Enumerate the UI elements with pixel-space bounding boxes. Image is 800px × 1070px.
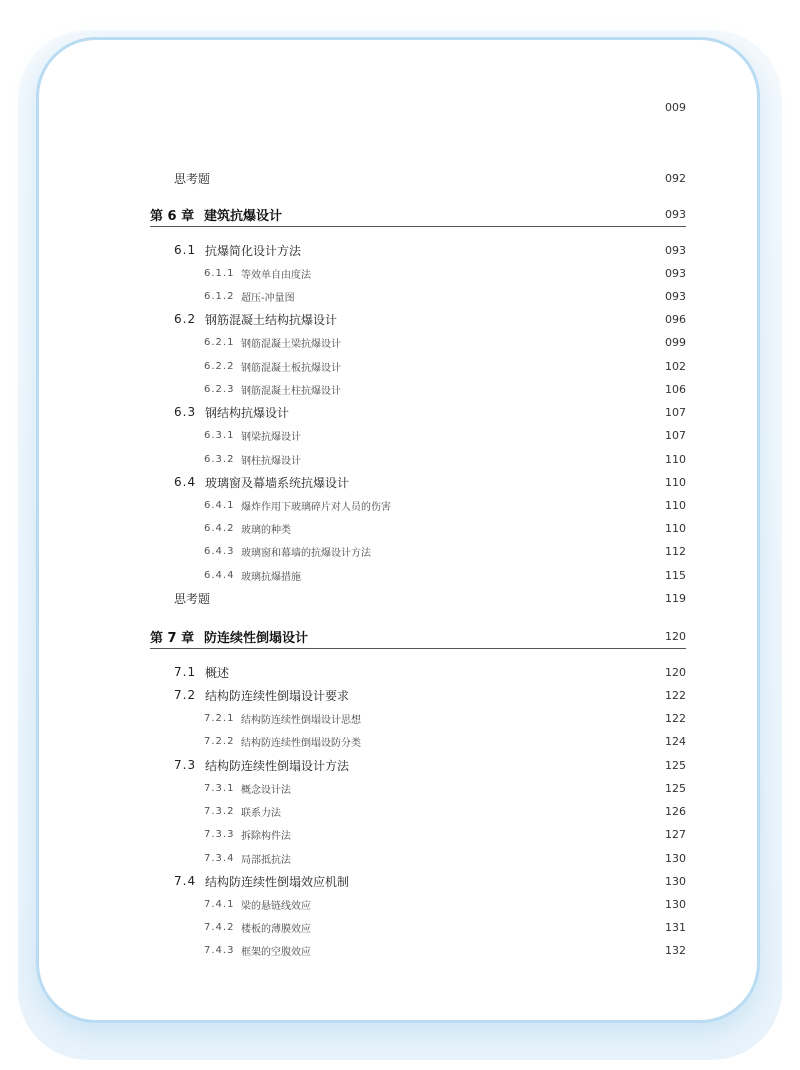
toc-entry-page: 110 — [665, 498, 686, 512]
toc-entry-number: 7.3.2 — [204, 805, 235, 817]
toc-entry-page: 093 — [665, 207, 686, 221]
toc-section-row[interactable] — [150, 472, 686, 492]
toc-entry-number: 7.4 — [174, 874, 197, 888]
toc-entry-title: 钢柱抗爆设计 — [241, 455, 301, 467]
toc-exercise-row[interactable] — [150, 588, 686, 608]
toc-subsection-row[interactable] — [150, 495, 686, 515]
toc-subsection-row[interactable] — [150, 379, 686, 399]
toc-entry-number: 6.3.2 — [204, 453, 235, 465]
toc-entry-title: 玻璃的种类 — [241, 524, 291, 536]
toc-entry-page: 130 — [665, 851, 686, 865]
toc-entry-title: 结构防连续性倒塌效应机制 — [205, 874, 350, 889]
toc-entry-page: 122 — [665, 688, 686, 702]
toc-entry-page: 093 — [665, 266, 686, 280]
toc-section-row[interactable] — [150, 240, 686, 260]
toc-entry-page: 126 — [665, 804, 686, 818]
toc-subsection-row[interactable] — [150, 824, 686, 844]
toc-subsection-row[interactable] — [150, 731, 686, 751]
toc-subsection-row[interactable] — [150, 332, 686, 352]
toc-entry-title: 结构防连续性倒塌设计方法 — [205, 758, 350, 773]
toc-entry-number: 第 7 章 — [150, 630, 195, 646]
toc-subsection-row[interactable] — [150, 894, 686, 914]
toc-entry-page: 106 — [665, 382, 686, 396]
toc-entry-number: 6.4.4 — [204, 569, 235, 581]
toc-subsection-row[interactable] — [150, 848, 686, 868]
toc-entry-title: 结构防连续性倒塌设计要求 — [205, 688, 350, 703]
toc-entry-page: 120 — [665, 665, 686, 679]
toc-entry-number: 7.4.3 — [204, 944, 235, 956]
toc-entry-title: 爆炸作用下玻璃碎片对人员的伤害 — [241, 501, 391, 513]
toc-subsection-row[interactable] — [150, 518, 686, 538]
toc-entry-title: 钢筋混凝土柱抗爆设计 — [241, 385, 341, 397]
toc-entry-page: 125 — [665, 781, 686, 795]
toc-section-row[interactable] — [150, 755, 686, 775]
toc-entry-number: 7.1 — [174, 665, 197, 679]
toc-entry-number: 7.3 — [174, 758, 197, 772]
toc-entry-title: 钢筋混凝土结构抗爆设计 — [205, 312, 338, 327]
toc-entry-page: 092 — [665, 171, 686, 185]
toc-entry-number: 7.3.1 — [204, 782, 235, 794]
toc-entry-title: 抗爆简化设计方法 — [205, 243, 302, 258]
toc-entry-title: 框架的空腹效应 — [241, 946, 311, 958]
toc-subsection-row[interactable] — [150, 449, 686, 469]
toc-entry-number: 6.4.2 — [204, 522, 235, 534]
toc-entry-page: 130 — [665, 897, 686, 911]
toc-entry-page: 122 — [665, 711, 686, 725]
toc-entry-number: 6.1 — [174, 243, 197, 257]
toc-entry-title: 玻璃窗和幕墙的抗爆设计方法 — [241, 547, 371, 559]
toc-entry-number: 6.2 — [174, 312, 197, 326]
toc-entry-number: 6.1.2 — [204, 290, 235, 302]
toc-entry-number: 6.2.3 — [204, 383, 235, 395]
toc-entry-page: 093 — [665, 243, 686, 257]
toc-subsection-row[interactable] — [150, 425, 686, 445]
toc-entry-title: 超压-冲量图 — [241, 292, 295, 304]
toc-entry-page: 120 — [665, 629, 686, 643]
toc-entry-title: 联系力法 — [241, 807, 281, 819]
toc-entry-number: 7.4.2 — [204, 921, 235, 933]
toc-section-row[interactable] — [150, 662, 686, 682]
toc-entry-page: 132 — [665, 943, 686, 957]
toc-entry-page: 119 — [665, 591, 686, 605]
toc-entry-title: 思考题 — [174, 591, 211, 606]
toc-subsection-row[interactable] — [150, 286, 686, 306]
toc-subsection-row[interactable] — [150, 708, 686, 728]
toc-entry-title: 建筑抗爆设计 — [204, 208, 283, 224]
toc-subsection-row[interactable] — [150, 356, 686, 376]
toc-subsection-row[interactable] — [150, 917, 686, 937]
toc-entry-number: 7.3.4 — [204, 852, 235, 864]
toc-subsection-row[interactable] — [150, 263, 686, 283]
toc-entry-page: 102 — [665, 359, 686, 373]
toc-section-row[interactable] — [150, 871, 686, 891]
toc-entry-number: 7.4.1 — [204, 898, 235, 910]
toc-entry-page: 096 — [665, 312, 686, 326]
page-number: 009 — [665, 101, 686, 114]
toc-entry-page: 115 — [665, 568, 686, 582]
toc-chapter-row[interactable] — [150, 626, 686, 646]
toc-entry-page: 110 — [665, 521, 686, 535]
toc-entry-number: 6.4.3 — [204, 545, 235, 557]
toc-entry-title: 钢筋混凝土板抗爆设计 — [241, 362, 341, 374]
toc-entry-number: 7.2.1 — [204, 712, 235, 724]
toc-section-row[interactable] — [150, 402, 686, 422]
toc-entry-number: 6.2.1 — [204, 336, 235, 348]
toc-entry-number: 6.4 — [174, 475, 197, 489]
toc-entry-title: 梁的悬链线效应 — [241, 900, 311, 912]
chapter-divider-line — [150, 648, 686, 649]
toc-entry-number: 6.3.1 — [204, 429, 235, 441]
toc-subsection-row[interactable] — [150, 778, 686, 798]
toc-entry-number: 6.2.2 — [204, 360, 235, 372]
toc-entry-page: 093 — [665, 289, 686, 303]
toc-entry-title: 思考题 — [174, 171, 211, 186]
toc-entry-number: 第 6 章 — [150, 208, 195, 224]
toc-entry-title: 玻璃抗爆措施 — [241, 571, 301, 583]
toc-entry-page: 110 — [665, 475, 686, 489]
toc-section-row[interactable] — [150, 685, 686, 705]
toc-subsection-row[interactable] — [150, 801, 686, 821]
toc-entry-title: 结构防连续性倒塌设防分类 — [241, 737, 361, 749]
toc-section-row[interactable] — [150, 309, 686, 329]
toc-entry-page: 125 — [665, 758, 686, 772]
toc-entry-title: 钢结构抗爆设计 — [205, 405, 290, 420]
toc-entry-title: 防连续性倒塌设计 — [204, 630, 309, 646]
toc-entry-title: 局部抵抗法 — [241, 854, 291, 866]
toc-entry-number: 7.3.3 — [204, 828, 235, 840]
toc-entry-page: 107 — [665, 428, 686, 442]
toc-subsection-row[interactable] — [150, 541, 686, 561]
toc-entry-title: 钢梁抗爆设计 — [241, 431, 301, 443]
toc-entry-title: 等效单自由度法 — [241, 269, 311, 281]
toc-entry-title: 结构防连续性倒塌设计思想 — [241, 714, 361, 726]
toc-subsection-row[interactable] — [150, 565, 686, 585]
toc-entry-number: 7.2.2 — [204, 735, 235, 747]
toc-entry-page: 110 — [665, 452, 686, 466]
toc-entry-number: 6.4.1 — [204, 499, 235, 511]
toc-entry-page: 127 — [665, 827, 686, 841]
toc-entry-title: 玻璃窗及幕墙系统抗爆设计 — [205, 475, 350, 490]
toc-entry-title: 概念设计法 — [241, 784, 291, 796]
toc-entry-number: 6.1.1 — [204, 267, 235, 279]
toc-entry-page: 131 — [665, 920, 686, 934]
toc-entry-number: 6.3 — [174, 405, 197, 419]
toc-entry-title: 概述 — [205, 665, 230, 680]
toc-entry-page: 112 — [665, 544, 686, 558]
toc-entry-title: 钢筋混凝土梁抗爆设计 — [241, 338, 341, 350]
toc-entry-page: 124 — [665, 734, 686, 748]
toc-exercise-row[interactable] — [150, 168, 686, 188]
toc-entry-title: 楼板的薄膜效应 — [241, 923, 311, 935]
toc-chapter-row[interactable] — [150, 204, 686, 224]
toc-entry-number: 7.2 — [174, 688, 197, 702]
toc-entry-title: 拆除构件法 — [241, 830, 291, 842]
toc-entry-page: 099 — [665, 335, 686, 349]
toc-entry-page: 107 — [665, 405, 686, 419]
chapter-divider-line — [150, 226, 686, 227]
toc-entry-page: 130 — [665, 874, 686, 888]
toc-subsection-row[interactable] — [150, 940, 686, 960]
